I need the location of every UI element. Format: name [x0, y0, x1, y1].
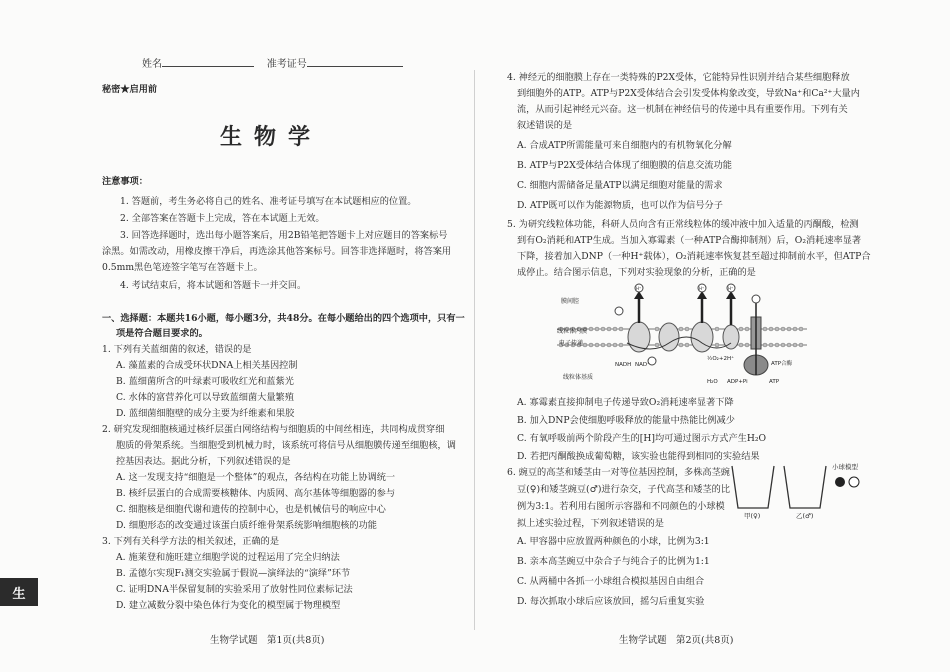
q3-option-c: C. 证明DNA半保留复制的实验采用了放射性同位素标记法 [116, 584, 353, 595]
footer-left: 生物学试题 第1页(共8页) [210, 635, 325, 646]
lipid-head [619, 327, 623, 331]
lipid-head [787, 343, 791, 347]
lipid-head [787, 327, 791, 331]
q2-option-b: B. 核纤层蛋白的合成需要核糖体、内质网、高尔基体等细胞器的参与 [116, 488, 396, 499]
page-fold [474, 70, 475, 630]
note-1: 1. 答题前，考生务必将自己的姓名、准考证号填写在本试题相应的位置。 [120, 196, 417, 207]
lipid-head [601, 327, 605, 331]
q5-option-b: B. 加入DNP会使细胞呼吸释放的能量中热能比例减少 [517, 415, 735, 426]
q3-option-b: B. 孟德尔实现F₁测交实验属于假说—演绎法的“演绎”环节 [116, 568, 351, 579]
label-h-4: H⁺ [728, 286, 734, 291]
lipid-head [739, 343, 743, 347]
label-h-3: H⁺ [699, 286, 705, 291]
q1-option-c: C. 水体的富营养化可以导致蓝细菌大量繁殖 [116, 392, 294, 403]
lipid-head [799, 343, 803, 347]
secret-mark: 秘密★启用前 [102, 84, 158, 95]
lipid-head [679, 343, 683, 347]
lipid-head [595, 343, 599, 347]
lipid-head [799, 327, 803, 331]
complex-3 [691, 322, 713, 352]
q4-option-b: B. ATP与P2X受体结合体现了细胞膜的信息交流功能 [517, 160, 732, 171]
beaker-b-label: 乙(♂) [796, 512, 814, 520]
q4-stem-1: 4. 神经元的细胞膜上存在一类特殊的P2X受体，它能特异性识别并结合某些细胞释放 [507, 72, 850, 83]
candidate-header [142, 56, 403, 71]
q4-option-d: D. ATP既可以作为能源物质，也可以作为信号分子 [517, 200, 723, 211]
footer-right: 生物学试题 第2页(共8页) [619, 635, 734, 646]
lipid-head [589, 343, 593, 347]
note-3-cont: 涂黑。如需改动，用橡皮擦干净后，再选涂其他答案标号。回答非选择题时，将答案用 [102, 246, 452, 257]
q3-option-d: D. 建立减数分裂中染色体行为变化的模型属于物理模型 [116, 600, 341, 611]
lipid-head [613, 343, 617, 347]
label-inner-membrane: 线粒体内膜 [557, 328, 588, 335]
q2-stem-1: 2. 研究发现细胞核通过核纤层蛋白网络结构与细胞质的中间丝相连，共同构成贯穿细 [102, 424, 445, 435]
lipid-head [763, 327, 767, 331]
page-left [60, 0, 465, 672]
label-nadh: NADH [615, 362, 632, 368]
q6-stem-3: 例为3:1。若利用右图所示容器和不同颜色的小球模 [517, 501, 725, 512]
lipid-head [793, 343, 797, 347]
q5-stem-4: 成停止。结合图示信息，下列对实验现象的分析，正确的是 [517, 267, 756, 278]
label-oxygen: ½O₂+2H⁺ [707, 356, 735, 362]
label-nad: NAD⁺ [635, 362, 651, 368]
lipid-head [781, 343, 785, 347]
note-3: 3. 回答选择题时，选出每小题答案后，用2B铅笔把答题卡上对应题目的答案标号 [120, 230, 448, 241]
lipid-head [775, 327, 779, 331]
lipid-head [685, 343, 689, 347]
q1-option-a: A. 藻蓝素的合成受环状DNA上相关基因控制 [116, 360, 298, 371]
section-heading: 一、选择题：本题共16小题，每小题3分，共48分。在每小题给出的四个选项中，只有一 [102, 313, 465, 324]
label-atp-synthase: ATP合酶 [771, 361, 793, 367]
q4-stem-4: 叙述错误的是 [517, 120, 573, 131]
lipid-head [715, 327, 719, 331]
q5-option-d: D. 若把丙酮酸换成葡萄糖，该实验也能得到相同的实验结果 [517, 451, 760, 462]
lipid-head [607, 327, 611, 331]
label-water: H₂O [707, 379, 718, 385]
q2-option-d: D. 细胞形态的改变通过该蛋白质纤维骨架系统影响细胞核的功能 [116, 520, 377, 531]
q6-option-b: B. 亲本高茎豌豆中杂合子与纯合子的比例为1:1 [517, 556, 710, 567]
lipid-head [685, 327, 689, 331]
lipid-head [655, 327, 659, 331]
lipid-head [763, 343, 767, 347]
q1-option-b: B. 蓝细菌所含的叶绿素可吸收红光和蓝紫光 [116, 376, 294, 387]
note-3-cont2: 0.5mm黑色笔迹签字笔写在答题卡上。 [102, 262, 263, 273]
lipid-head [739, 327, 743, 331]
lipid-head [607, 343, 611, 347]
lipid-head [655, 343, 659, 347]
lipid-head [601, 343, 605, 347]
notes-heading: 注意事项： [102, 176, 148, 187]
complex-4 [723, 325, 739, 349]
lipid-head [679, 327, 683, 331]
note-2: 2. 全部答案在答题卡上完成，答在本试题上无效。 [120, 213, 325, 224]
q2-stem-2: 胞质的骨架系统。当细胞受到机械力时，该系统可将信号从细胞膜传递至细胞核，调 [116, 440, 456, 451]
q1-stem: 1. 下列有关蓝细菌的叙述，错误的是 [102, 344, 252, 355]
q6-stem-2: 豆(♀)和矮茎豌豆(♂)进行杂交，子代高茎和矮茎的比 [517, 484, 731, 495]
label-membrane-space: 膜间腔 [561, 298, 580, 305]
label-adp: ADP+Pi [727, 379, 748, 385]
q2-option-c: C. 细胞核是细胞代谢和遗传的控制中心，也是机械信号的响应中心 [116, 504, 386, 515]
q5-option-a: A. 寡霉素直接抑制电子传递导致O₂消耗速率显著下降 [517, 397, 734, 408]
beaker-model-figure [728, 460, 868, 522]
lipid-head [613, 327, 617, 331]
q5-option-c: C. 有氧呼吸前两个阶段产生的[H]均可通过图示方式产生H₂O [517, 433, 767, 444]
q4-stem-3: 流，从而引起神经元兴奋。这一机制在神经信号的传递中具有重要作用。下列有关 [517, 104, 848, 115]
ball-model-label: 小球模型 [832, 463, 858, 471]
lipid-head [769, 343, 773, 347]
q4-option-c: C. 细胞内需储备足量ATP以满足细胞对能量的需求 [517, 180, 723, 191]
lipid-head [745, 327, 749, 331]
name-field[interactable] [162, 56, 254, 67]
lipid-head [619, 343, 623, 347]
q6-option-a: A. 甲容器中应放置两种颜色的小球，比例为3:1 [517, 536, 710, 547]
q4-stem-2: 到细胞外的ATP。ATP与P2X受体结合会引发受体构象改变，导致Na⁺和Ca²⁺大量内 [517, 88, 860, 99]
beaker-b [784, 466, 826, 508]
lipid-head [715, 343, 719, 347]
q6-option-d: D. 每次抓取小球后应该放回，摇匀后重复实验 [517, 596, 705, 607]
label-matrix: 线粒体基质 [563, 374, 594, 381]
black-ball [835, 477, 845, 487]
lipid-head [745, 343, 749, 347]
lipid-head [595, 327, 599, 331]
page-title: 生物学 [220, 124, 323, 150]
q3-stem: 3. 下列有关科学方法的相关叙述，正确的是 [102, 536, 280, 547]
beaker-a [732, 466, 774, 508]
note-4: 4. 考试结束后，将本试题和答题卡一并交回。 [120, 280, 307, 291]
q3-option-a: A. 施莱登和施旺建立细胞学说的过程运用了完全归纳法 [116, 552, 340, 563]
exam-number-label: 准考证号 [266, 59, 307, 70]
q5-stem-2: 到有O₂消耗和ATP生成。当加入寡霉素（一种ATP合酶抑制剂）后，O₂消耗速率显著 [517, 235, 862, 246]
q5-stem-1: 5. 为研究线粒体功能，科研人员向含有正常线粒体的缓冲液中加入适量的丙酮酸，检测 [507, 219, 859, 230]
q1-option-d: D. 蓝细菌细胞壁的成分主要为纤维素和果胶 [116, 408, 295, 419]
mitochondria-electron-transport-diagram [557, 283, 807, 388]
lipid-head [589, 327, 593, 331]
q6-option-c: C. 从两桶中各抓一小球组合模拟基因自由组合 [517, 576, 705, 587]
lipid-head [769, 327, 773, 331]
white-ball [849, 477, 859, 487]
q2-stem-3: 控基因表达。据此分析，下列叙述错误的是 [116, 456, 291, 467]
exam-number-field[interactable] [307, 56, 403, 67]
lipid-head [781, 327, 785, 331]
q4-option-a: A. 合成ATP所需能量可来自细胞内的有机物氧化分解 [517, 140, 732, 151]
label-electron-transport: 电子传递 [559, 340, 584, 347]
q2-option-a: A. 这一发现支持“细胞是一个整体”的观点，各结构在功能上协调统一 [116, 472, 396, 483]
beaker-a-label: 甲(♀) [744, 512, 761, 520]
q5-stem-3: 下降，接着加入DNP（一种H⁺载体），O₂消耗速率恢复甚至超过抑制前水平，但ATP合 [517, 251, 871, 262]
lipid-head [583, 343, 587, 347]
label-h-1: H⁺ [636, 286, 642, 291]
lipid-head [775, 343, 779, 347]
q6-stem-1: 6. 豌豆的高茎和矮茎由一对等位基因控制，多株高茎豌 [507, 467, 730, 478]
name-label: 姓名 [142, 59, 162, 70]
lipid-head [793, 327, 797, 331]
label-atp: ATP [769, 379, 780, 385]
q6-stem-4: 拟上述实验过程，下列叙述错误的是 [517, 518, 664, 529]
section-heading-cont: 项是符合题目要求的。 [116, 328, 208, 339]
subject-edge-tab: 生 [0, 578, 38, 606]
